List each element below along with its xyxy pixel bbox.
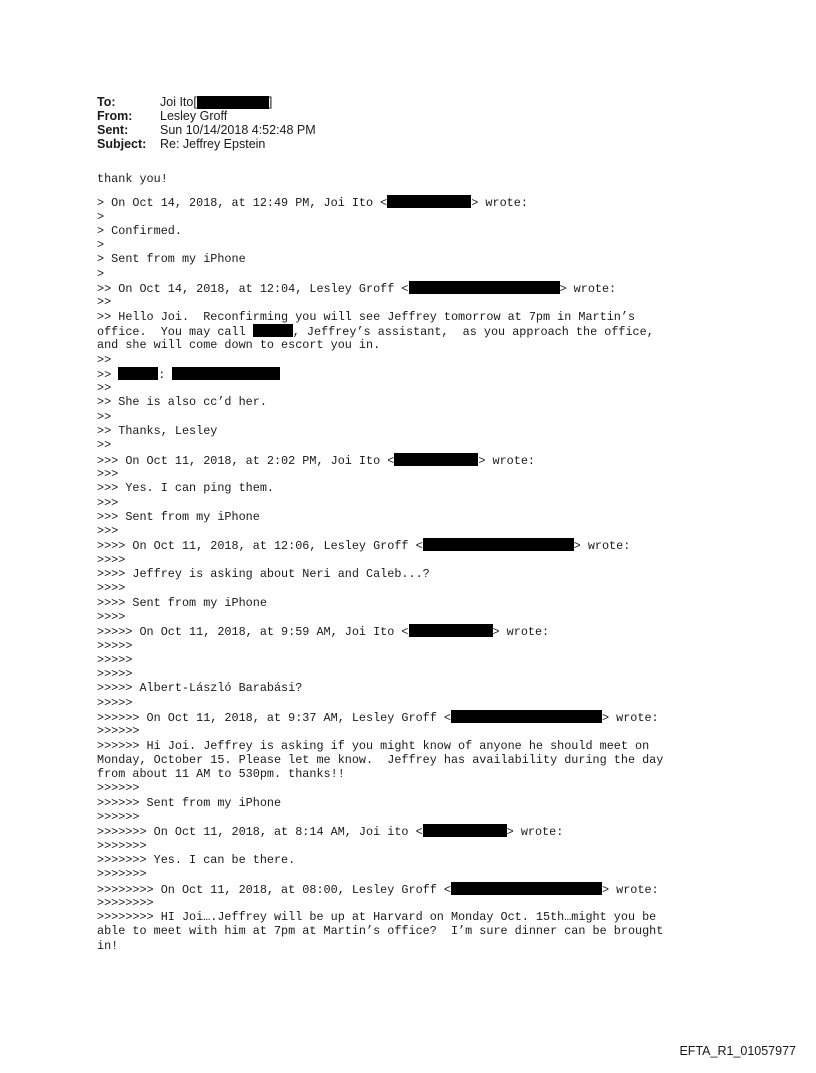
redaction-bar — [409, 624, 493, 637]
body-line — [97, 667, 663, 681]
line-text: >> Thanks, Lesley — [97, 424, 218, 439]
redaction-bar — [423, 538, 574, 551]
body-line — [97, 681, 663, 695]
body-line — [97, 739, 663, 753]
line-text: >>> — [97, 495, 119, 510]
line-text: >>>> — [97, 581, 126, 596]
body-line — [97, 796, 663, 810]
body-line — [97, 210, 663, 224]
redaction-bar — [394, 453, 478, 466]
line-text: >> — [97, 295, 112, 310]
redaction-bar — [197, 96, 269, 109]
line-text: >>>>>> On Oct 11, 2018, at 9:37 AM, Lesley Groff < — [97, 710, 451, 725]
line-text: >>> On Oct 11, 2018, at 2:02 PM, Joi Ito < — [97, 453, 395, 468]
body-line — [97, 172, 663, 186]
subject-label: Subject: — [97, 137, 147, 151]
body-line — [97, 224, 663, 238]
email-header — [97, 95, 316, 151]
body-line — [97, 824, 663, 838]
body-line — [97, 939, 663, 953]
body-line — [97, 538, 663, 552]
to-label: To: — [97, 95, 116, 109]
line-text: > Confirmed. — [97, 223, 182, 238]
body-line — [97, 710, 663, 724]
line-text: >>>>>>>> On Oct 11, 2018, at 08:00, Lesley Groff < — [97, 882, 451, 897]
from-value: Lesley Groff — [160, 109, 228, 123]
body-line — [97, 453, 663, 467]
line-text: >>>>> — [97, 667, 133, 682]
line-text-continued: > wrote: — [559, 282, 617, 297]
line-text: > — [97, 238, 105, 253]
body-line — [97, 481, 663, 495]
body-line — [97, 238, 663, 252]
to-name: Joi Ito[ — [160, 95, 197, 109]
body-line — [97, 524, 663, 538]
line-text: >> Hello Joi. Reconfirming you will see Jeffrey tomorrow at 7pm in Martin’s — [97, 309, 636, 324]
body-line — [97, 653, 663, 667]
body-line — [97, 924, 663, 938]
body-line — [97, 610, 663, 624]
line-text: >>>>> — [97, 652, 133, 667]
body-line — [97, 367, 663, 381]
body-line — [97, 624, 663, 638]
line-text: in! — [97, 938, 119, 953]
line-text: >> — [97, 409, 112, 424]
line-text: >>>> Sent from my iPhone — [97, 595, 267, 610]
line-text: >>>>>>> — [97, 838, 147, 853]
body-line — [97, 553, 663, 567]
line-text-continued: > wrote: — [471, 196, 528, 211]
line-text: >> She is also cc’d her. — [97, 395, 267, 410]
line-text: >>> Sent from my iPhone — [97, 509, 260, 524]
line-text: > — [97, 209, 105, 224]
body-line — [97, 910, 663, 924]
body-line — [97, 295, 663, 309]
body-line — [97, 882, 663, 896]
redaction-bar — [172, 367, 280, 380]
sent-label: Sent: — [97, 123, 129, 137]
redaction-bar — [387, 195, 471, 208]
body-line — [97, 467, 663, 481]
body-line — [97, 281, 663, 295]
line-text: >>> — [97, 524, 119, 539]
line-text: >>>>>>> Yes. I can be there. — [97, 852, 296, 867]
body-line — [97, 724, 663, 738]
body-line — [97, 781, 663, 795]
line-text-continued: , Jeffrey’s assistant, as you approach the office, — [292, 324, 654, 339]
line-text: office. You may call — [97, 324, 253, 339]
line-text-continued: > wrote: — [601, 710, 659, 725]
body-line — [97, 496, 663, 510]
redaction-bar — [451, 710, 602, 723]
redaction-bar — [409, 281, 560, 294]
body-line — [97, 195, 663, 209]
sent-value: Sun 10/14/2018 4:52:48 PM — [160, 123, 316, 137]
line-text: >>>>>> Hi Joi. Jeffrey is asking if you might know of anyone he should meet on — [97, 738, 650, 753]
line-text: >>>>>> — [97, 810, 140, 825]
redaction-bar — [423, 824, 507, 837]
subject-value: Re: Jeffrey Epstein — [160, 137, 266, 151]
line-text: Monday, October 15. Please let me know. Jeffrey has availability during the day — [97, 752, 664, 767]
line-text: >>>>>>>> — [97, 895, 154, 910]
body-line — [97, 596, 663, 610]
redaction-bar — [451, 882, 602, 895]
line-text: thank you! — [97, 172, 168, 186]
body-line — [97, 353, 663, 367]
line-text: >> — [97, 352, 112, 367]
redaction-bar — [253, 324, 293, 337]
header-subject-row — [97, 137, 316, 151]
body-line — [97, 424, 663, 438]
body-line — [97, 839, 663, 853]
line-text-continued: > wrote: — [601, 882, 659, 897]
body-line — [97, 581, 663, 595]
line-text: >> On Oct 14, 2018, at 12:04, Lesley Groff < — [97, 282, 409, 297]
line-text: and she will come down to escort you in. — [97, 338, 381, 353]
document-id: EFTA_R1_01057977 — [679, 1044, 796, 1058]
line-text: >>>>>>>> HI Joi….Jeffrey will be up at Harvard on Monday Oct. 15th…might you be — [97, 910, 657, 925]
line-text-continued: > wrote: — [492, 625, 550, 640]
body-line — [97, 381, 663, 395]
body-line — [97, 867, 663, 881]
line-text: >>>> — [97, 552, 126, 567]
header-from-row — [97, 109, 316, 123]
body-line — [97, 267, 663, 281]
line-text: >>>>> — [97, 695, 133, 710]
body-line — [97, 324, 663, 338]
body-line — [97, 896, 663, 910]
line-text-continued: > wrote: — [573, 539, 631, 554]
email-body — [97, 172, 663, 953]
line-text: > — [97, 266, 105, 281]
redaction-bar — [118, 367, 158, 380]
body-line — [97, 252, 663, 266]
body-line — [97, 410, 663, 424]
line-text: >>>> On Oct 11, 2018, at 12:06, Lesley Groff < — [97, 539, 423, 554]
body-line — [97, 395, 663, 409]
line-text: >>>> — [97, 609, 126, 624]
line-text: >>>>>>> On Oct 11, 2018, at 8:14 AM, Joi ito < — [97, 825, 423, 840]
line-text: >> — [97, 438, 112, 453]
header-to-row — [97, 95, 316, 109]
line-text: >>>>>> — [97, 781, 140, 796]
line-text: >>>> Jeffrey is asking about Neri and Caleb...? — [97, 567, 430, 582]
line-text: >>> — [97, 466, 119, 481]
line-text-continued: : — [158, 367, 173, 382]
body-line — [97, 438, 663, 452]
to-value — [160, 95, 272, 109]
body-line — [97, 753, 663, 767]
line-text-continued: > wrote: — [506, 825, 564, 840]
body-line — [97, 639, 663, 653]
line-text: from about 11 AM to 530pm. thanks!! — [97, 767, 345, 782]
line-text: >>>>> Albert-László Barabási? — [97, 681, 303, 696]
body-line — [97, 310, 663, 324]
body-line — [97, 696, 663, 710]
body-line — [97, 510, 663, 524]
line-text-continued: > wrote: — [478, 453, 535, 468]
body-line — [97, 853, 663, 867]
line-text: > Sent from my iPhone — [97, 252, 246, 267]
body-line — [97, 567, 663, 581]
line-text: >>>>>> — [97, 724, 140, 739]
line-text: >>>>> On Oct 11, 2018, at 9:59 AM, Joi Ito < — [97, 625, 409, 640]
line-text: able to meet with him at 7pm at Martin’s office? I’m sure dinner can be brought — [97, 924, 664, 939]
from-label: From: — [97, 109, 133, 123]
header-sent-row — [97, 123, 316, 137]
body-line — [97, 767, 663, 781]
line-text: >>>>>>> — [97, 867, 147, 882]
body-line — [97, 338, 663, 352]
line-text: >> — [97, 381, 112, 396]
to-close-bracket: ] — [268, 95, 273, 109]
body-line — [97, 810, 663, 824]
line-text: >> — [97, 367, 119, 382]
line-text: >>>>> — [97, 638, 133, 653]
line-text: >>>>>> Sent from my iPhone — [97, 795, 282, 810]
line-text: > On Oct 14, 2018, at 12:49 PM, Joi Ito < — [97, 196, 388, 211]
line-text: >>> Yes. I can ping them. — [97, 481, 274, 496]
